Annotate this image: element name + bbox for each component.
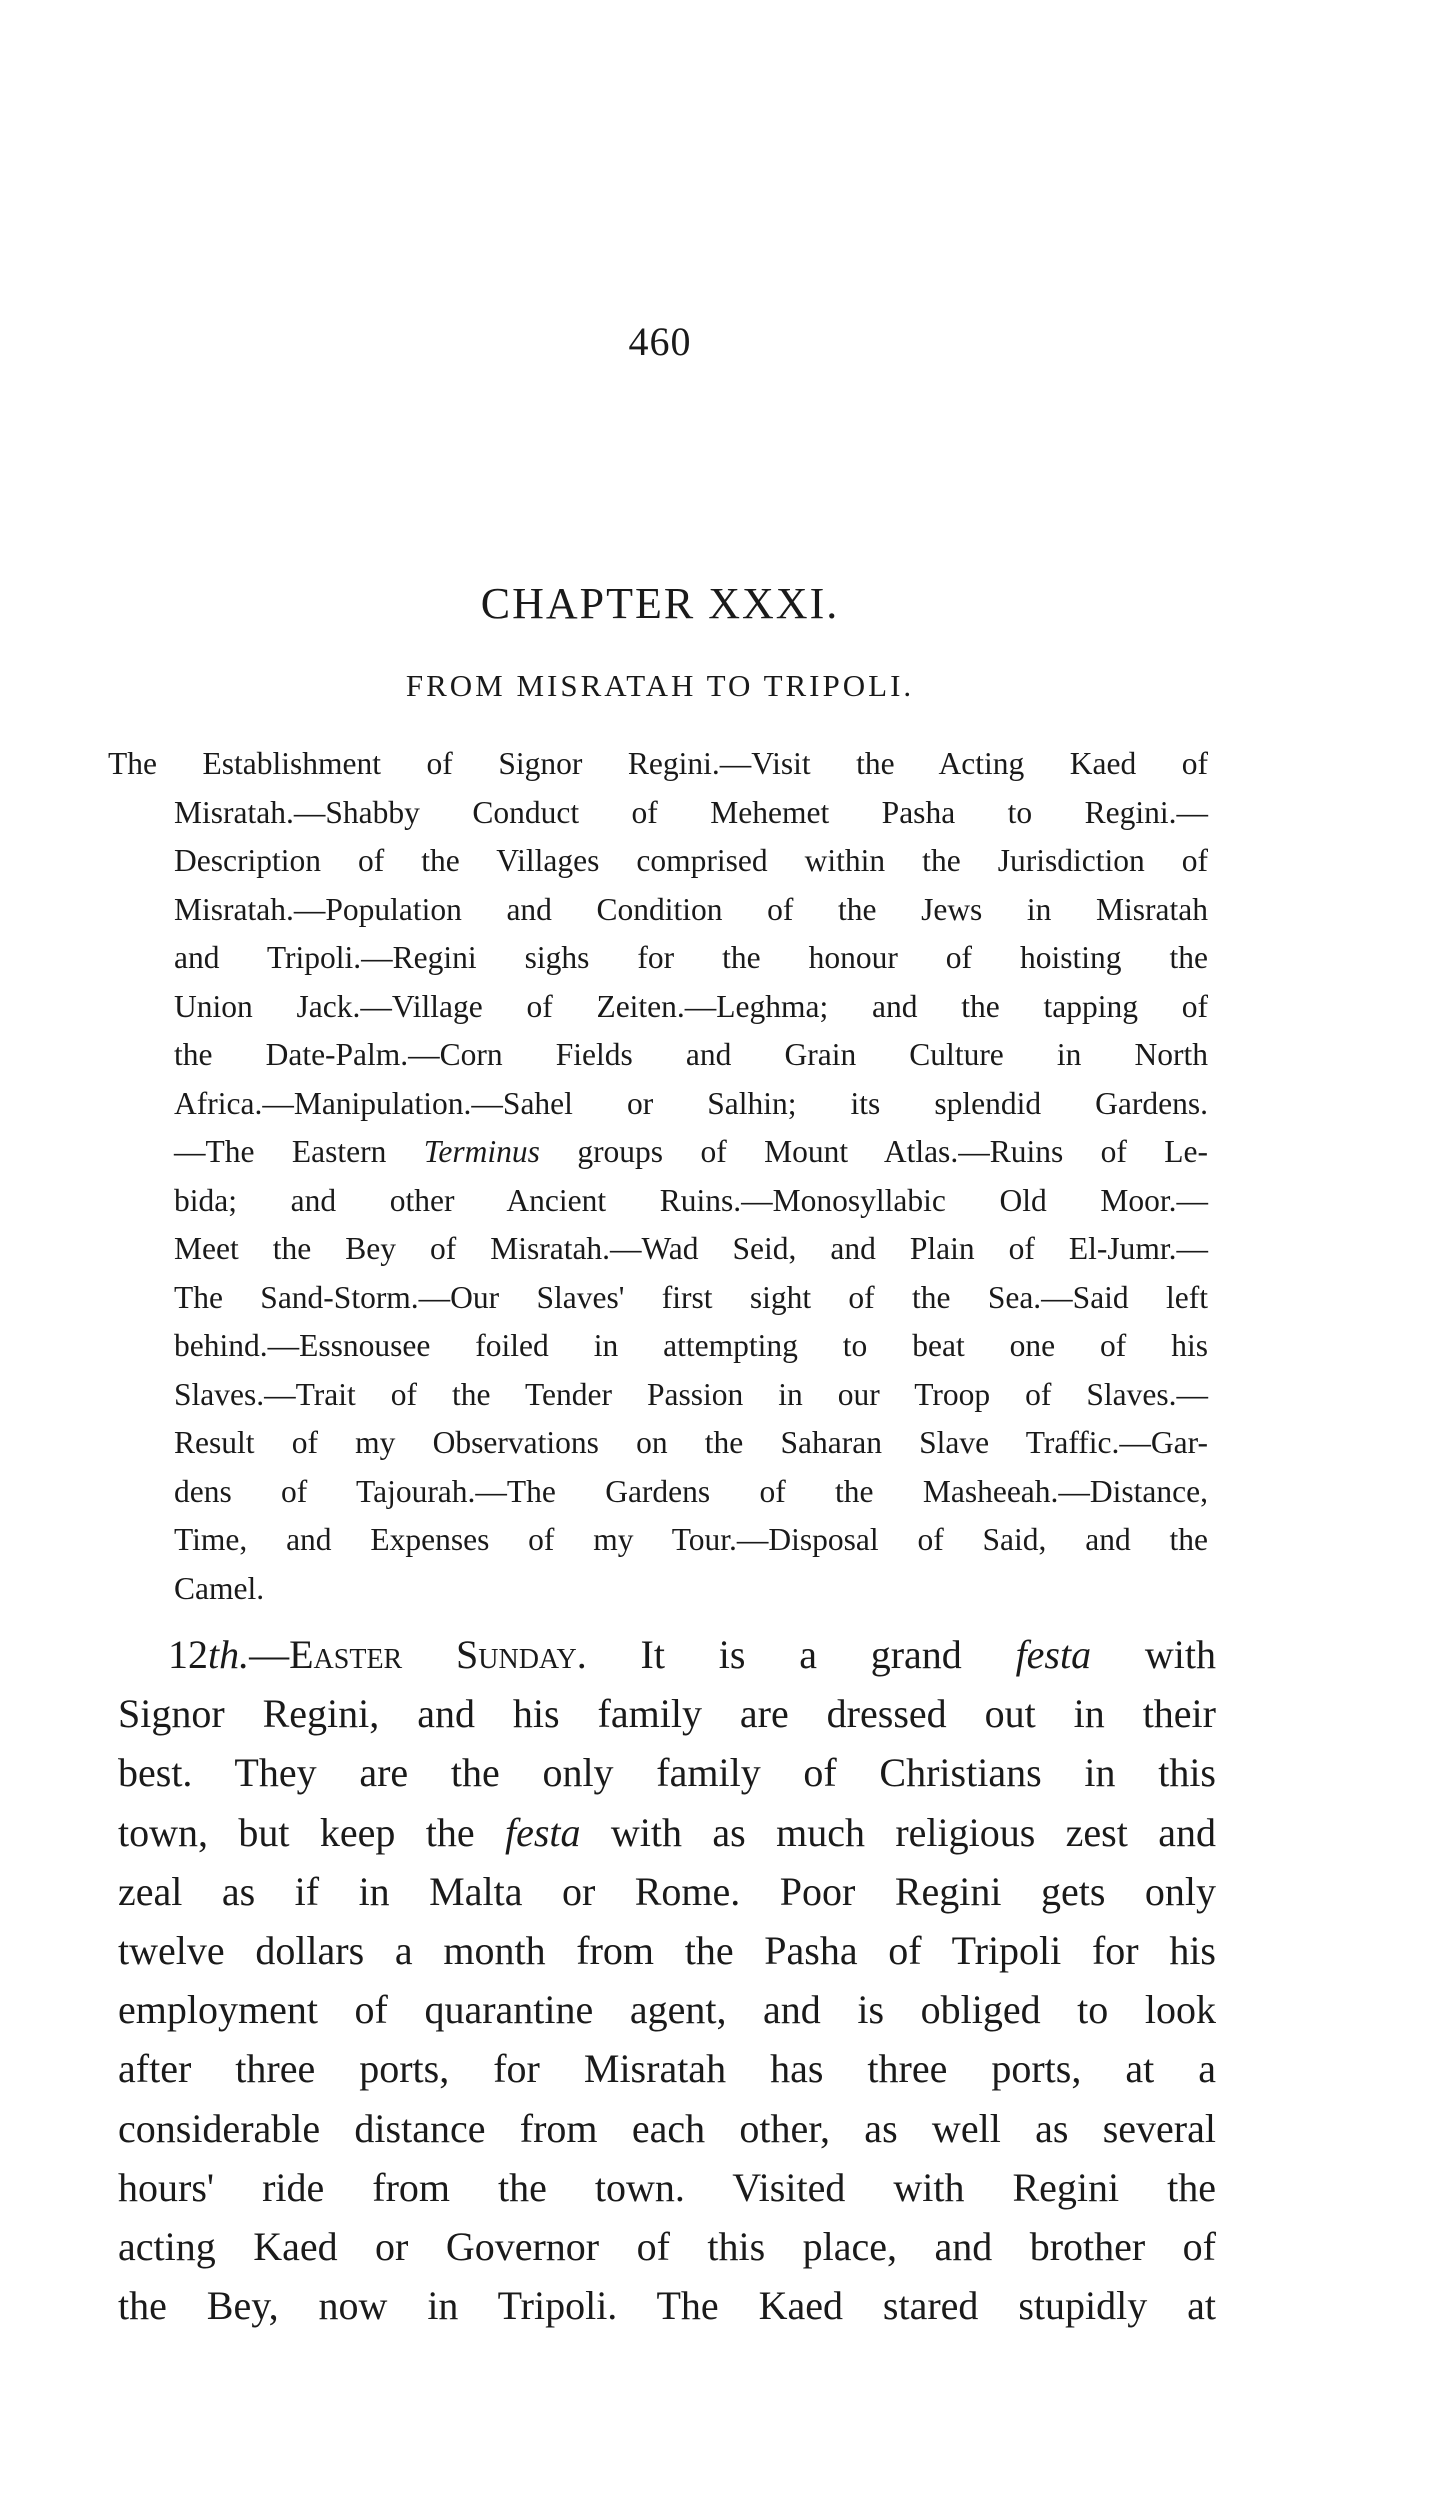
body-text-run: town, but keep the [118,1809,475,1855]
body-line: best. They are the only family of Christians in this [118,1750,1216,1796]
summary-line: —The Eastern Terminus groups of Mount Atlas.—Ruins of Le- [174,1134,1208,1169]
summary-line: The Sand-Storm.—Our Slaves' first sight of the Sea.—Said left [174,1279,1208,1315]
summary-line: and Tripoli.—Regini sighs for the honour of hoisting the [174,940,1208,975]
body-line [118,1625,1216,1684]
chapter-subtitle: FROM MISRATAH TO TRIPOLI. [405,668,915,703]
chapter-title: CHAPTER XXXI. [480,579,840,628]
entry-date: 12 [168,1632,208,1677]
summary-line: Misratah.—Shabby Conduct of Mehemet Pasha to Regini.— [174,794,1208,830]
summary-line: Camel. [174,1570,265,1606]
festa-italic: festa [1015,1632,1092,1677]
page-number: 460 [628,319,692,364]
chapter-summary [108,740,1208,1613]
summary-line: Result of my Observations on the Saharan Slave Traffic.—Gar- [174,1425,1208,1460]
entry-dash: — [249,1632,290,1677]
entry-date-suffix: th. [208,1632,250,1677]
terminus-italic: Terminus [423,1134,540,1169]
body-line: after three ports, for Misratah has three ports, at a [118,2046,1216,2092]
body-line: zeal as if in Malta or Rome. Poor Regini gets only [118,1868,1216,1914]
summary-line: bida; and other Ancient Ruins.—Monosyllabic Old Moor.— [174,1182,1208,1218]
summary-line: Africa.—Manipulation.—Sahel or Salhin; its splendid Gardens. [174,1085,1208,1121]
body-line: acting Kaed or Governor of this place, and brother of [118,2224,1216,2270]
body-line: employment of quarantine agent, and is obliged to look [118,1987,1216,2033]
body-paragraph [118,1625,1216,2335]
summary-line: Union Jack.—Village of Zeiten.—Leghma; and the tapping of [174,988,1208,1024]
body-text-run: It is a grand [640,1632,962,1677]
summary-line: Misratah.—Population and Condition of the Jews in Misratah [174,891,1208,927]
summary-line: the Date-Palm.—Corn Fields and Grain Culture in North [174,1037,1208,1072]
body-line [118,1803,1216,1862]
body-line: hours' ride from the town. Visited with Regini the [118,2164,1216,2210]
summary-line: Meet the Bey of Misratah.—Wad Seid, and Plain of El-Jumr.— [174,1231,1208,1266]
summary-line: Slaves.—Trait of the Tender Passion in our Troop of Slaves.— [174,1376,1208,1412]
body-line: considerable distance from each other, as well as several [118,2105,1216,2151]
body-text-run: with [1144,1632,1216,1677]
summary-line: dens of Tajourah.—The Gardens of the Masheeah.—Distance, [174,1473,1208,1509]
entry-heading: Easter Sunday. [289,1632,587,1677]
summary-line: Time, and Expenses of my Tour.—Disposal of Said, and the [174,1522,1208,1557]
body-line: the Bey, now in Tripoli. The Kaed stared stupidly at [118,2283,1216,2329]
summary-line: The Establishment of Signor Regini.—Visit the Acting Kaed of [108,746,1208,781]
summary-line: behind.—Essnousee foiled in attempting to beat one of his [174,1328,1208,1363]
body-line: Signor Regini, and his family are dressed out in their [118,1691,1216,1737]
festa-italic: festa [504,1809,581,1855]
summary-line: Description of the Villages comprised within the Jurisdiction of [174,843,1208,878]
body-line: twelve dollars a month from the Pasha of Tripoli for his [118,1928,1216,1974]
body-text-run: with as much religious zest and [610,1809,1216,1855]
